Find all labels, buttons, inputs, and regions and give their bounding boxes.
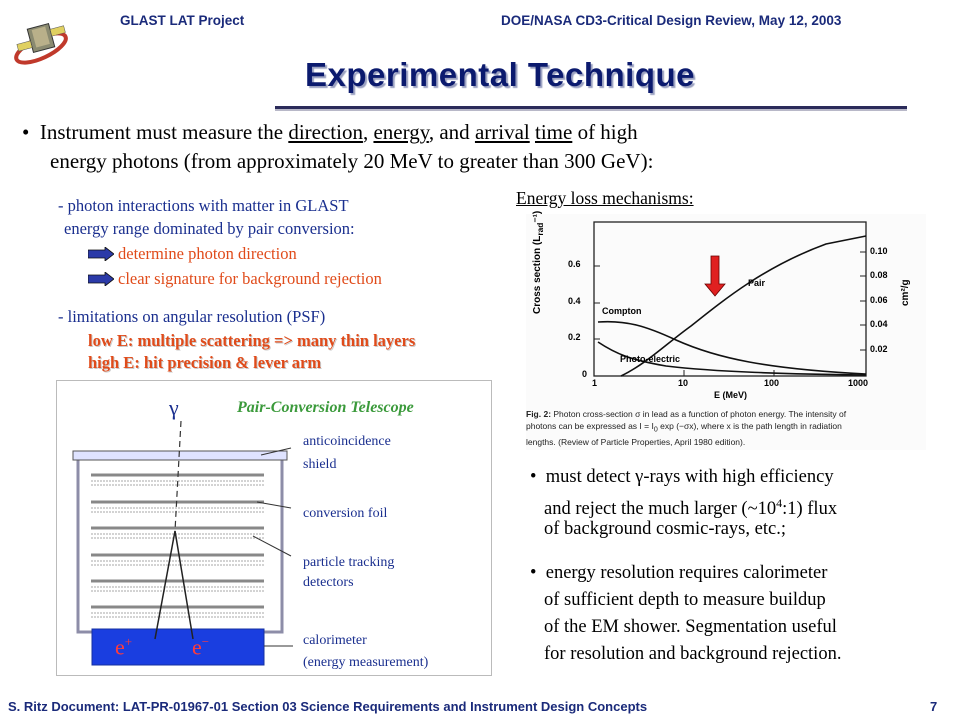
ytick: 0 bbox=[582, 369, 588, 379]
y2tick: 0.02 bbox=[870, 344, 888, 354]
arrow-right-icon bbox=[88, 247, 114, 261]
label-acd-2: shield bbox=[303, 457, 337, 472]
page-title: Experimental Technique bbox=[305, 56, 695, 93]
curve-label-compton: Compton bbox=[602, 306, 642, 316]
figure-caption: Fig. 2: Photon cross-section σ in lead as a function of photon energy. The intensity of photons can be expressed as $I = I_0$ exp (−σx), where x is the path length in radiation lengths. (Review of Particle Properties, April 1980 edition). bbox=[526, 409, 847, 447]
positron-track bbox=[155, 531, 175, 639]
bullet-energy-resolution: • energy resolution requires calorimeter bbox=[530, 563, 828, 583]
curve-label-pair: Pair bbox=[748, 278, 766, 288]
arrow-item-background: clear signature for background rejection bbox=[118, 269, 382, 288]
footer-page-number: 7 bbox=[930, 699, 938, 714]
red-arrow-icon bbox=[705, 256, 725, 296]
gamma-symbol: γ bbox=[169, 395, 179, 420]
electron-track bbox=[175, 531, 193, 639]
xtick: 1 bbox=[592, 378, 598, 388]
bullet-energy-line2: of sufficient depth to measure buildup bbox=[544, 590, 826, 610]
plot-xlabel: E (MeV) bbox=[714, 390, 748, 400]
ytick: 0.4 bbox=[568, 296, 581, 306]
curve-label-photoelectric: Photo-electric bbox=[620, 354, 681, 364]
arrow-right-icon bbox=[88, 272, 114, 286]
cross-section-figure bbox=[526, 210, 926, 450]
high-energy-limit: high E: hit precision & lever arm bbox=[88, 353, 322, 372]
bullet-detect-line3: of background cosmic-rays, etc.; bbox=[544, 519, 786, 539]
footer-document: S. Ritz Document: LAT-PR-01967-01 Section 03 Science Requirements and Instrument Design Concepts bbox=[8, 699, 648, 714]
callout-foil bbox=[257, 502, 291, 508]
label-foil: conversion foil bbox=[303, 506, 388, 521]
word-direction: direction bbox=[288, 120, 363, 144]
label-cal-1: calorimeter bbox=[303, 633, 367, 648]
ytick: 0.2 bbox=[568, 332, 581, 342]
arrow-item-direction: determine photon direction bbox=[118, 244, 297, 263]
telescope-diagram bbox=[56, 380, 492, 676]
bullet-dot: • bbox=[22, 120, 40, 144]
label-tracker-2: detectors bbox=[303, 575, 354, 590]
y2tick: 0.06 bbox=[870, 295, 888, 305]
y2tick: 0.10 bbox=[870, 246, 888, 256]
main-bullet: • Instrument must measure the direction, energy, and arrival time of high bbox=[22, 120, 638, 144]
bullet-energy-line3: of the EM shower. Segmentation useful bbox=[544, 617, 837, 637]
header-project: GLAST LAT Project bbox=[120, 13, 245, 28]
word-time: time bbox=[534, 120, 573, 144]
y2tick: 0.08 bbox=[870, 270, 888, 280]
interactions-line1: - photon interactions with matter in GLAST bbox=[58, 196, 349, 215]
energy-loss-heading: Energy loss mechanisms: bbox=[516, 188, 694, 208]
xtick: 100 bbox=[764, 378, 780, 388]
ytick: 0.6 bbox=[568, 259, 581, 269]
label-cal-2: (energy measurement) bbox=[303, 655, 429, 670]
y2tick: 0.04 bbox=[870, 319, 888, 329]
callout-tracker bbox=[253, 536, 291, 556]
plot-y2label: cm²/g bbox=[900, 279, 911, 306]
xtick: 1000 bbox=[848, 378, 869, 388]
bullet-detect: • must detect γ-rays with high efficiency bbox=[530, 467, 834, 487]
xtick: 10 bbox=[678, 378, 689, 388]
main-bullet-line2: energy photons (from approximately 20 MeV to greater than 300 GeV): bbox=[50, 149, 654, 173]
header-review: DOE/NASA CD3-Critical Design Review, May 12, 2003 bbox=[501, 13, 842, 28]
plot-ylabel: Cross section $(L_{rad}^{-1})$ bbox=[532, 210, 545, 314]
bullet-detect-line2: and reject the much larger $(\sim 10^4:1)$ flux bbox=[544, 496, 838, 520]
word-arrival: arrival bbox=[474, 120, 530, 144]
limitations-line: - limitations on angular resolution (PSF) bbox=[58, 307, 326, 326]
positron-label: e+ bbox=[115, 634, 133, 660]
label-tracker-1: particle tracking bbox=[303, 555, 395, 570]
title-rule bbox=[275, 106, 907, 109]
diagram-title: Pair-Conversion Telescope bbox=[237, 399, 414, 416]
word-energy: energy bbox=[373, 120, 429, 144]
low-energy-limit: low E: multiple scattering => many thin layers bbox=[88, 331, 416, 350]
electron-label: e− bbox=[192, 634, 210, 660]
bullet-energy-line4: for resolution and background rejection. bbox=[544, 644, 842, 664]
acd-shield-top bbox=[73, 451, 287, 460]
interactions-line2: energy range dominated by pair conversion: bbox=[64, 219, 355, 238]
label-acd-1: anticoincidence bbox=[303, 434, 391, 449]
